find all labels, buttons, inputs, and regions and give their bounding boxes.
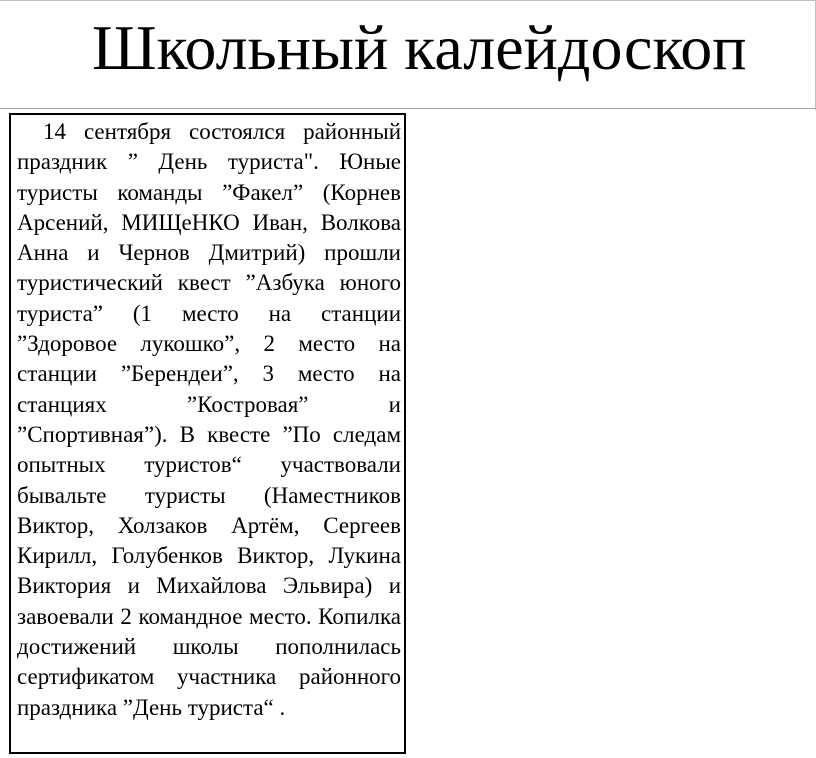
article-box [9, 113, 406, 754]
page-top-border [0, 0, 816, 1]
header-divider [0, 108, 816, 109]
article-text: 14 сентября состоялся районный праздник ” День туриста". Юные туристы команды ”Факел” (Корнев Арсений, МИЩеНКО Иван, Волкова Анна и Чернов Дмитрий) прошли туристический квест ”Азбука юного туриста” (1 место на станции ”Здоровое лукошко”, 2 место на станции ”Берендеи”, 3 место на станциях ”Костровая” и ”Спортивная”). В квесте ”По следам опытных туристов“ участвовали бывальте туристы (Наместников Виктор, Холзаков Артём, Сергеев Кирилл, Голубенков Виктор, Лукина Виктория и Михайлова Эльвира) и завоевали 2 командное место. Копилка достижений школы пополнилась сертификатом участника районного праздника ”День туриста“ . [17, 119, 401, 720]
page-title: Школьный калейдоскоп [92, 12, 747, 83]
